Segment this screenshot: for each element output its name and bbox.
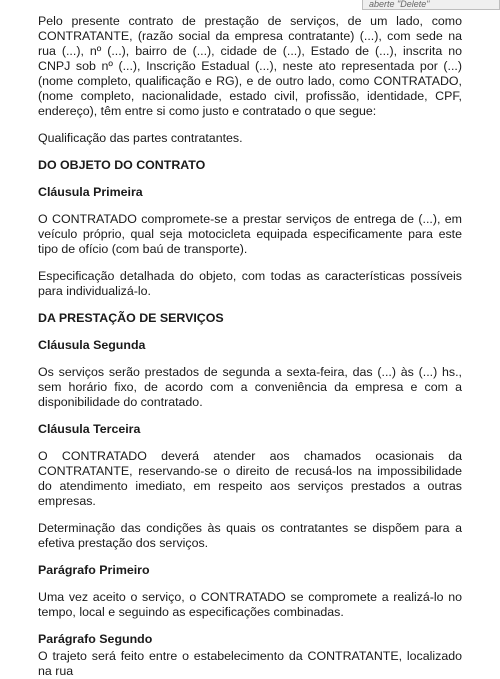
paragrafo-segundo-heading: Parágrafo Segundo [38,632,153,646]
intro-paragraph: Pelo presente contrato de prestação de serviços, de um lado, como CONTRATANTE, (razão social da empresa contratante) (...), com sede na rua (...), nº (...), bairro de (...), cidade de (...), Estado de (...), inscrita no CNPJ sob nº (...), Inscrição Estadual (...), neste ato representada por (...) (nome completo, qualificação e RG), e de outro lado, como CONTRATADO, (nome completo, nacionalidade, estado civil, profissão, identidade, CPF, endereço), têm entre si como justo e contratado o que segue: [38,14,462,118]
section-objeto-heading: DO OBJETO DO CONTRATO [38,158,206,172]
paragrafo-segundo-text: O trajeto será feito entre o estabelecimento da CONTRATANTE, localizado na rua [38,649,462,678]
determinacao-note: Determinação das condições às quais os contratantes se dispõem para a efetiva prestação dos serviços. [38,521,462,550]
clausula-primeira-text: O CONTRATADO compromete-se a prestar serviços de entrega de (...), em veículo próprio, qual seja motocicleta equipada especificamente para este tipo de ofício (com baú de transporte). [38,212,462,256]
paragrafo-primeiro-heading: Parágrafo Primeiro [38,563,150,577]
clausula-segunda-heading: Cláusula Segunda [38,338,146,352]
paragrafo-primeiro-text: Uma vez aceito o serviço, o CONTRATADO se compromete a realizá-lo no tempo, local e seguindo as especificações combinadas. [38,590,462,619]
clausula-terceira-text: O CONTRATADO deverá atender aos chamados ocasionais da CONTRATANTE, reservando-se o direito de recusá-los na impossibilidade do atendimento imediato, em respeito aos serviços prestados a outras empresas. [38,449,462,508]
clausula-primeira-heading: Cláusula Primeira [38,185,143,199]
section-prestacao-heading: DA PRESTAÇÃO DE SERVIÇOS [38,311,224,325]
clausula-segunda-text: Os serviços serão prestados de segunda a sexta-feira, das (...) às (...) hs., sem horário fixo, de acordo com a conveniência da empresa e com a disponibilidade do contratado. [38,365,462,409]
qualificacao-note: Qualificação das partes contratantes. [38,131,243,145]
especificacao-note: Especificação detalhada do objeto, com todas as características possíveis para individualizá-lo. [38,269,462,298]
delete-tooltip: aberte "Delete" [362,0,500,10]
contract-document [38,14,462,679]
clausula-terceira-heading: Cláusula Terceira [38,422,141,436]
